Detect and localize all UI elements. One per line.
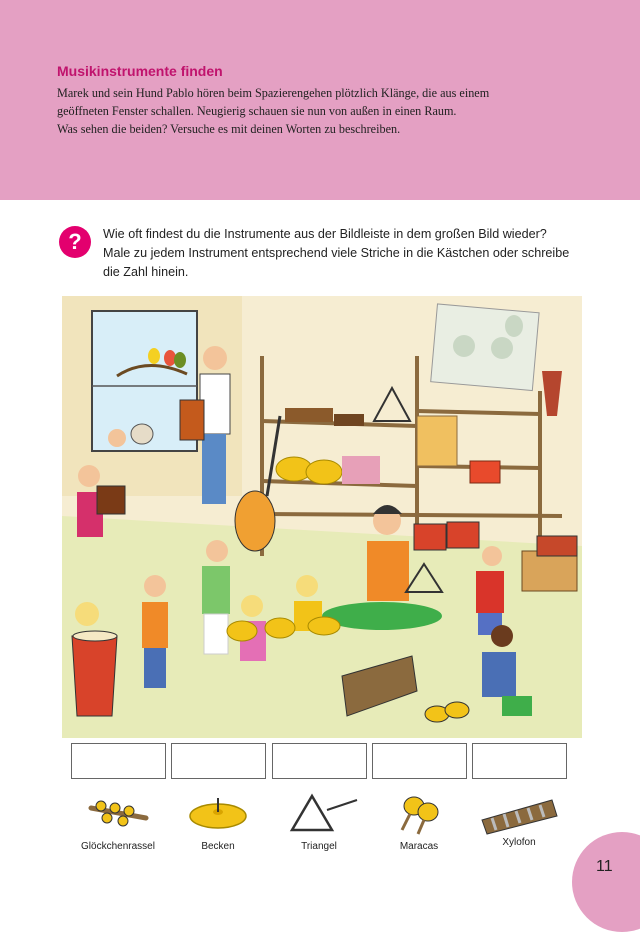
answer-box[interactable]: [472, 743, 567, 779]
child-orange: [142, 575, 168, 688]
task-text: [103, 225, 583, 282]
instrument-label: Becken: [201, 841, 235, 852]
bell-rattle-icon: [71, 790, 166, 836]
intro-line: geöffneten Fenster schallen. Neugierig schauen sie nun von außen in einen Raum.: [57, 104, 457, 118]
answer-box[interactable]: [171, 743, 266, 779]
page-title: Musikinstrumente finden: [57, 63, 223, 79]
task-line: Male zu jedem Instrument entsprechend viele Striche in die Kästchen oder schreibe: [103, 246, 570, 260]
page-number-tab: [572, 832, 640, 932]
music-room-illustration: [62, 296, 582, 738]
page-number: 11: [596, 858, 613, 875]
triangle-icon: [272, 790, 367, 836]
xylophone-icon: [472, 790, 567, 836]
instrument-label: Triangel: [301, 841, 337, 852]
task-line: Wie oft findest du die Instrumente aus der Bildleiste in dem großen Bild wieder?: [103, 227, 547, 241]
instrument-label: Maracas: [399, 841, 439, 852]
answer-box[interactable]: [71, 743, 166, 779]
intro-line: Marek und sein Hund Pablo hören beim Spazierengehen plötzlich Klänge, die aus einem: [57, 86, 490, 100]
wall-poster: [431, 304, 539, 391]
answer-box[interactable]: [272, 743, 367, 779]
instrument-label: Glöckchenrassel: [81, 841, 155, 852]
intro-text: [57, 84, 617, 138]
question-icon: ?: [59, 226, 91, 258]
maracas-icon: [372, 790, 467, 836]
answer-box[interactable]: [372, 743, 467, 779]
cymbal-icon: [171, 790, 266, 836]
task-line: die Zahl hinein.: [103, 265, 189, 279]
instrument-label: Xylofon: [502, 837, 536, 848]
intro-line: Was sehen die beiden? Versuche es mit deinen Worten zu beschreiben.: [57, 122, 401, 136]
